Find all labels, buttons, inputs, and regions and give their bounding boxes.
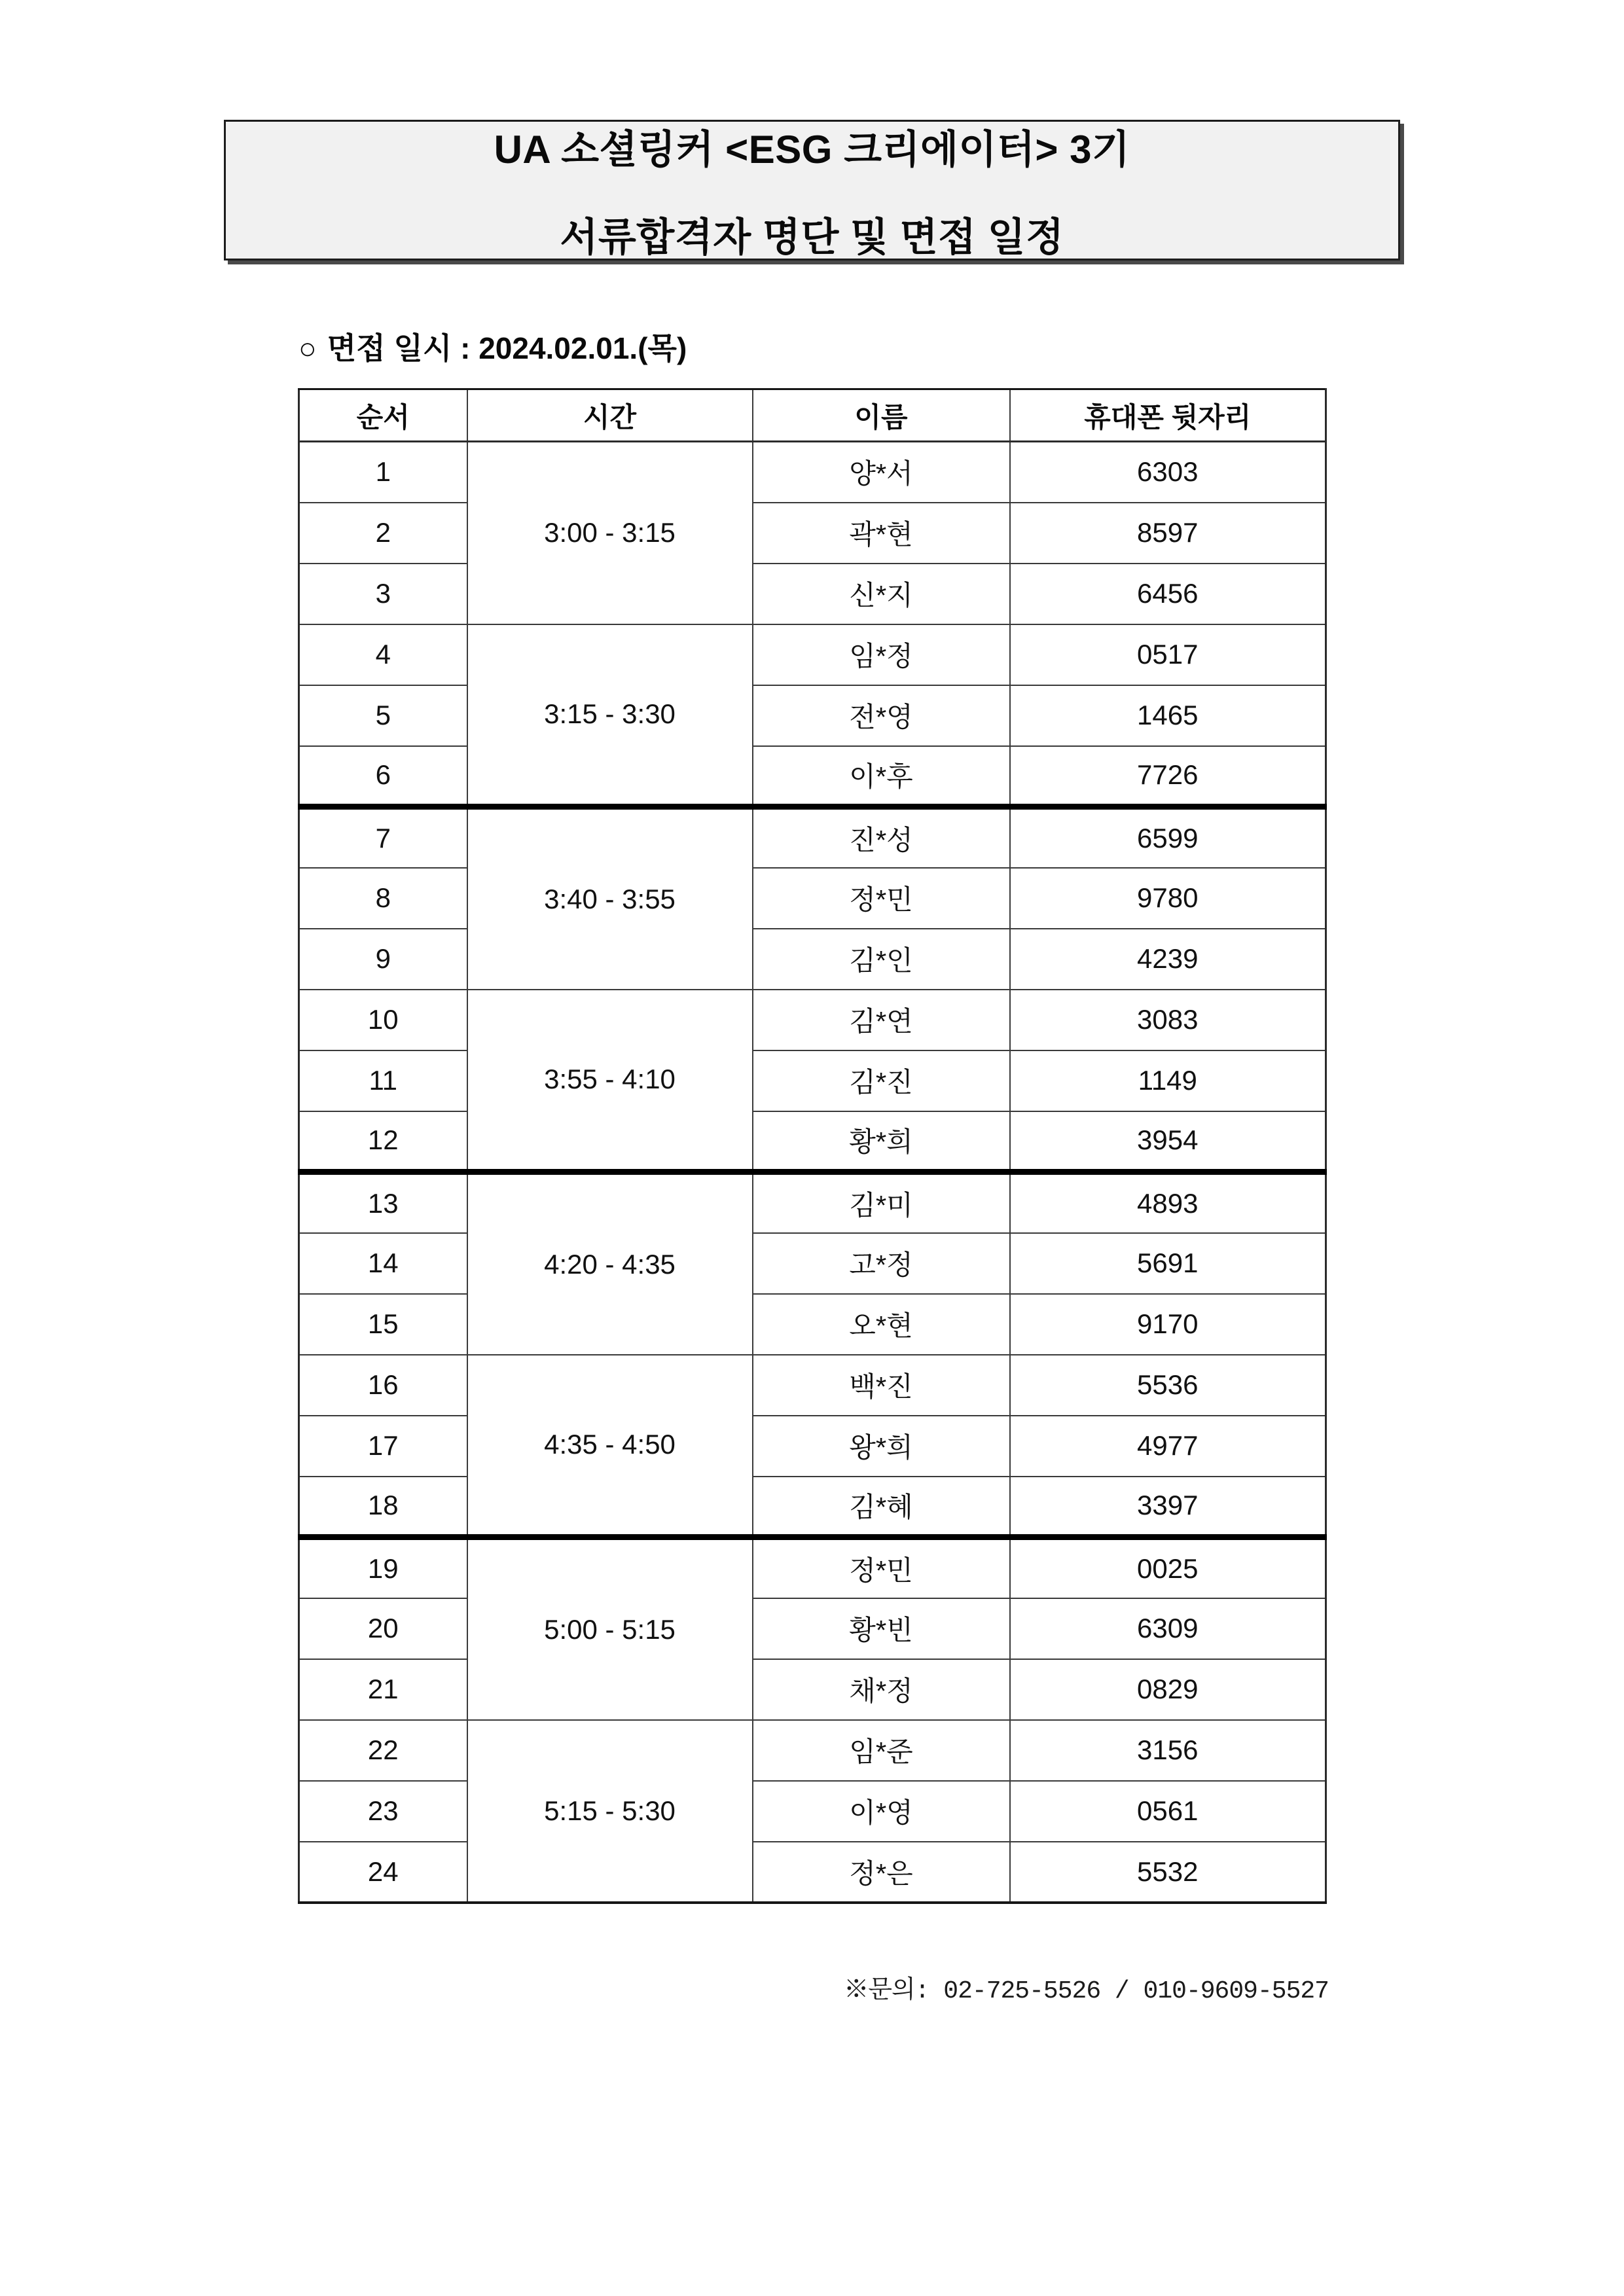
- phone-cell: 3083: [1010, 990, 1326, 1050]
- name-cell: 김*미: [753, 1172, 1010, 1233]
- time-cell: 3:40 - 3:55: [467, 807, 753, 990]
- name-cell: 채*정: [753, 1659, 1010, 1720]
- order-cell: 17: [299, 1416, 467, 1477]
- phone-cell: 7726: [1010, 746, 1326, 807]
- name-cell: 김*인: [753, 929, 1010, 990]
- phone-cell: 9170: [1010, 1294, 1326, 1355]
- name-cell: 신*지: [753, 564, 1010, 624]
- table-row: [299, 1416, 1326, 1477]
- order-cell: 12: [299, 1111, 467, 1172]
- table-row: [299, 1050, 1326, 1111]
- header-order: 순서: [299, 389, 467, 442]
- name-cell: 정*은: [753, 1842, 1010, 1903]
- name-cell: 고*정: [753, 1233, 1010, 1294]
- order-cell: 5: [299, 685, 467, 746]
- table-row: [299, 1842, 1326, 1903]
- table-row: [299, 1720, 1326, 1781]
- table-row: [299, 990, 1326, 1050]
- table-row: [299, 746, 1326, 807]
- order-cell: 15: [299, 1294, 467, 1355]
- order-cell: 1: [299, 442, 467, 503]
- name-cell: 황*희: [753, 1111, 1010, 1172]
- order-cell: 23: [299, 1781, 467, 1842]
- table-header-row: [299, 389, 1326, 442]
- name-cell: 정*민: [753, 868, 1010, 929]
- name-cell: 곽*현: [753, 503, 1010, 564]
- table-row: [299, 1659, 1326, 1720]
- phone-cell: 6303: [1010, 442, 1326, 503]
- time-cell: 5:00 - 5:15: [467, 1537, 753, 1720]
- name-cell: 황*빈: [753, 1598, 1010, 1659]
- order-cell: 21: [299, 1659, 467, 1720]
- phone-cell: 4977: [1010, 1416, 1326, 1477]
- order-cell: 4: [299, 624, 467, 685]
- table-row: [299, 807, 1326, 868]
- phone-cell: 6456: [1010, 564, 1326, 624]
- phone-cell: 1465: [1010, 685, 1326, 746]
- order-cell: 22: [299, 1720, 467, 1781]
- table-row: [299, 1111, 1326, 1172]
- order-cell: 13: [299, 1172, 467, 1233]
- phone-cell: 4893: [1010, 1172, 1326, 1233]
- table-row: [299, 442, 1326, 503]
- phone-cell: 6599: [1010, 807, 1326, 868]
- phone-cell: 5532: [1010, 1842, 1326, 1903]
- phone-cell: 9780: [1010, 868, 1326, 929]
- time-cell: 3:55 - 4:10: [467, 990, 753, 1172]
- table-row: [299, 1355, 1326, 1416]
- table-row: [299, 624, 1326, 685]
- order-cell: 6: [299, 746, 467, 807]
- name-cell: 오*현: [753, 1294, 1010, 1355]
- time-cell: 3:15 - 3:30: [467, 624, 753, 807]
- time-cell: 3:00 - 3:15: [467, 442, 753, 624]
- name-cell: 김*진: [753, 1050, 1010, 1111]
- name-cell: 백*진: [753, 1355, 1010, 1416]
- phone-cell: 4239: [1010, 929, 1326, 990]
- table-row: [299, 503, 1326, 564]
- order-cell: 11: [299, 1050, 467, 1111]
- phone-cell: 0025: [1010, 1537, 1326, 1598]
- table-row: [299, 1598, 1326, 1659]
- phone-cell: 3954: [1010, 1111, 1326, 1172]
- order-cell: 10: [299, 990, 467, 1050]
- phone-cell: 8597: [1010, 503, 1326, 564]
- order-cell: 2: [299, 503, 467, 564]
- order-cell: 14: [299, 1233, 467, 1294]
- document-title-line1: UA 소셜링커 <ESG 크리에이터> 3기: [494, 127, 1130, 171]
- order-cell: 20: [299, 1598, 467, 1659]
- time-cell: 5:15 - 5:30: [467, 1720, 753, 1903]
- time-cell: 4:20 - 4:35: [467, 1172, 753, 1355]
- schedule-table-body: [299, 442, 1326, 1903]
- name-cell: 이*후: [753, 746, 1010, 807]
- name-cell: 정*민: [753, 1537, 1010, 1598]
- name-cell: 왕*희: [753, 1416, 1010, 1477]
- name-cell: 김*연: [753, 990, 1010, 1050]
- table-row: [299, 929, 1326, 990]
- title-box: [224, 120, 1400, 260]
- order-cell: 24: [299, 1842, 467, 1903]
- time-cell: 4:35 - 4:50: [467, 1355, 753, 1537]
- order-cell: 16: [299, 1355, 467, 1416]
- phone-cell: 3156: [1010, 1720, 1326, 1781]
- header-time: 시간: [467, 389, 753, 442]
- table-row: [299, 1477, 1326, 1537]
- table-row: [299, 868, 1326, 929]
- order-cell: 9: [299, 929, 467, 990]
- phone-cell: 5536: [1010, 1355, 1326, 1416]
- name-cell: 양*서: [753, 442, 1010, 503]
- table-row: [299, 1172, 1326, 1233]
- phone-cell: 3397: [1010, 1477, 1326, 1537]
- circle-bullet-icon: ○: [298, 331, 317, 365]
- phone-cell: 0829: [1010, 1659, 1326, 1720]
- table-row: [299, 1537, 1326, 1598]
- meeting-datetime: [298, 325, 687, 368]
- document-title-line2: 서류합격자 명단 및 면접 일정: [560, 215, 1064, 259]
- header-name: 이름: [753, 389, 1010, 442]
- table-row: [299, 1233, 1326, 1294]
- meeting-datetime-label: 면접 일시 : 2024.02.01.(목): [327, 331, 687, 365]
- name-cell: 임*준: [753, 1720, 1010, 1781]
- table-row: [299, 1294, 1326, 1355]
- phone-cell: 0561: [1010, 1781, 1326, 1842]
- order-cell: 8: [299, 868, 467, 929]
- table-row: [299, 564, 1326, 624]
- phone-cell: 1149: [1010, 1050, 1326, 1111]
- table-row: [299, 1781, 1326, 1842]
- interview-schedule-table: [298, 388, 1327, 1904]
- order-cell: 19: [299, 1537, 467, 1598]
- table-row: [299, 685, 1326, 746]
- name-cell: 김*혜: [753, 1477, 1010, 1537]
- name-cell: 이*영: [753, 1781, 1010, 1842]
- phone-cell: 6309: [1010, 1598, 1326, 1659]
- contact-note: ※문의: 02-725-5526 / 010-9609-5527: [844, 1977, 1329, 2005]
- name-cell: 임*정: [753, 624, 1010, 685]
- name-cell: 진*성: [753, 807, 1010, 868]
- header-phone: 휴대폰 뒷자리: [1010, 389, 1326, 442]
- order-cell: 7: [299, 807, 467, 868]
- phone-cell: 5691: [1010, 1233, 1326, 1294]
- order-cell: 18: [299, 1477, 467, 1537]
- name-cell: 전*영: [753, 685, 1010, 746]
- phone-cell: 0517: [1010, 624, 1326, 685]
- order-cell: 3: [299, 564, 467, 624]
